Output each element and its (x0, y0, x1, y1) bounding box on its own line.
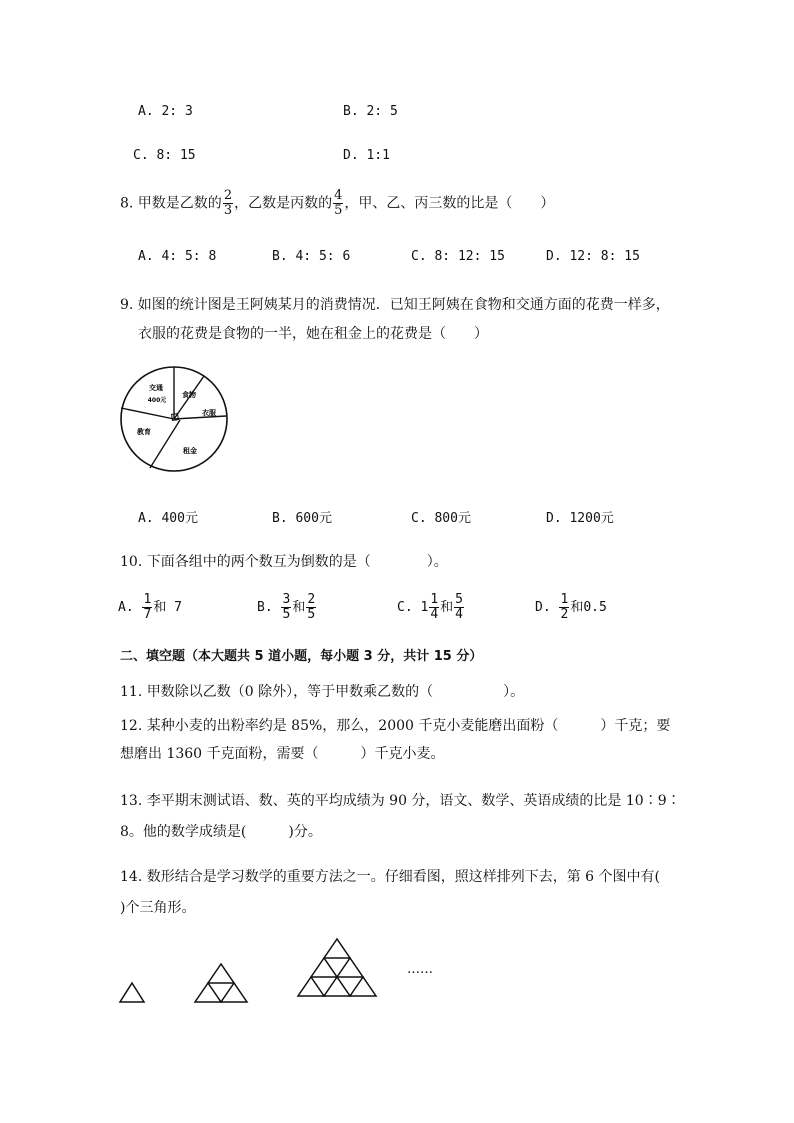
q7-option-a: A. 2: 3 (138, 104, 193, 119)
figure-3 (298, 939, 376, 996)
q12-line-2: 想磨出 1360 千克面粉，需要（ ）千克小麦。 (120, 746, 445, 762)
q9-option-a: A. 400元 (138, 511, 198, 526)
figure-2 (195, 964, 247, 1002)
q8-option-a: A. 4: 5: 8 (138, 249, 217, 264)
q14-line-1: 14. 数形结合是学习数学的重要方法之一。仔细看图，照这样排列下去，第 6 个图中有( (120, 869, 660, 885)
q7-option-d: D. 1:1 (343, 148, 390, 163)
expense-pie-chart (118, 364, 230, 474)
q8-option-b: B. 4: 5: 6 (272, 249, 351, 264)
pie-label-rent: 租金 (183, 447, 197, 455)
q9-option-c: C. 800元 (411, 511, 471, 526)
q9-line-2: 衣服的花费是食物的一半，她在租金上的花费是（ ） (138, 326, 488, 342)
pie-label-clothes: 衣服 (202, 409, 216, 417)
q8-stem-2: ，乙数是丙数的 (234, 195, 333, 212)
q10-option-a: A. $\frac{1}{7}$ 和 7 (118, 592, 182, 622)
section-2-title: 二、填空题（本大题共 5 道小题，每小题 3 分，共计 15 分） (120, 649, 483, 664)
q9-line-1: 9. 如图的统计图是王阿姨某月的消费情况．已知王阿姨在食物和交通方面的花费一样多， (120, 297, 670, 313)
q10-option-d: D. $\frac{1}{2}$ 和0.5 (535, 592, 607, 622)
triangle-pattern-figure (118, 936, 388, 1006)
q9-option-b: B. 600元 (272, 511, 332, 526)
q10-stem: 10. 下面各组中的两个数互为倒数的是（ ）。 (120, 554, 448, 570)
q7-option-b: B. 2: 5 (343, 104, 398, 119)
q13-line-2: 8。他的数学成绩是( )分。 (120, 824, 322, 840)
pattern-ellipsis: …… (407, 962, 433, 977)
q8-stem-1: 8. 甲数是乙数的 (120, 195, 222, 212)
q8-option-d: D. 12: 8: 15 (546, 249, 640, 264)
q8-option-c: C. 8: 12: 15 (411, 249, 505, 264)
q10-option-c: C. 1 $\frac{1}{4}$ 和 $\frac{5}{4}$ (397, 592, 463, 622)
q9-option-d: D. 1200元 (546, 511, 614, 526)
q8-fraction-1: $\frac{2}{3}$ (223, 188, 233, 218)
pie-label-food: 食物 (182, 391, 196, 399)
pie-label-transport: 交通 (149, 384, 163, 392)
q12-line-1: 12. 某种小麦的出粉率约是 85%，那么，2000 千克小麦能磨出面粉（ ）千克；要 (120, 718, 671, 734)
pie-label-education: 教育 (137, 428, 151, 436)
pie-label-transport-value: 400元 (147, 397, 167, 404)
q8-stem-3: ，甲、乙、丙三数的比是（ ） (344, 195, 555, 212)
figure-1 (120, 983, 144, 1002)
q10-option-b: B. $\frac{3}{5}$ 和 $\frac{2}{5}$ (257, 592, 316, 622)
q8-fraction-2: $\frac{4}{5}$ (334, 188, 343, 218)
q7-option-c: C. 8: 15 (133, 148, 196, 163)
question-11: 11. 甲数除以乙数（0 除外），等于甲数乘乙数的（ ）。 (120, 684, 525, 700)
q14-line-2: )个三角形。 (120, 900, 196, 916)
question-8 (120, 189, 554, 218)
q13-line-1: 13. 李平期末测试语、数、英的平均成绩为 90 分，语文、数学、英语成绩的比是 10∶9∶ (120, 793, 681, 809)
